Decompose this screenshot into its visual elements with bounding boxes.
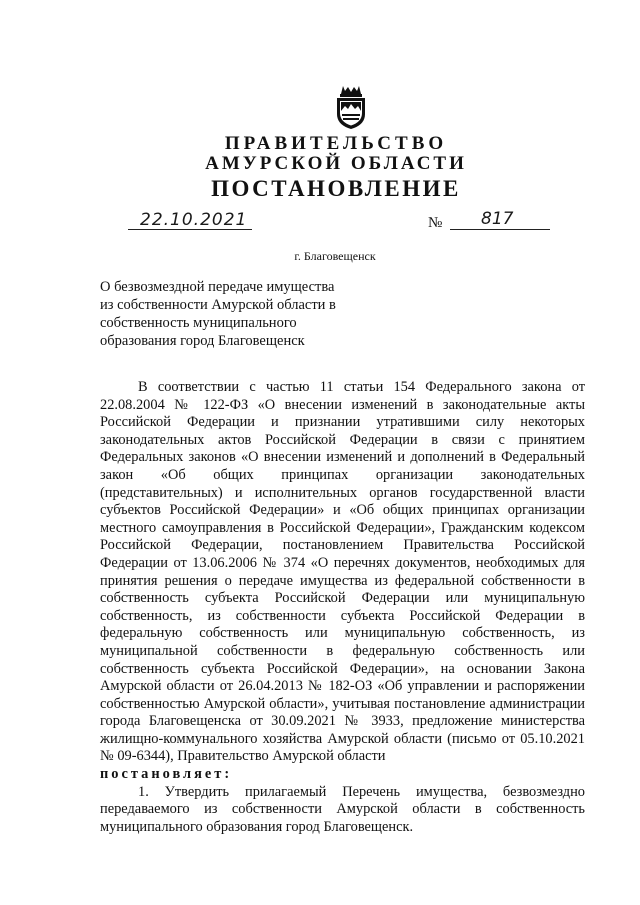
body-line: 22.08.2004 № 122-ФЗ «О внесении изменений в законодательные акты [100, 396, 585, 413]
government-name-line1: ПРАВИТЕЛЬСТВО [224, 133, 448, 154]
body-line: закон «Об общих принципах организации законодательных [100, 466, 585, 483]
decree-word: постановляет: [100, 766, 233, 783]
body-line: собственность, из собственности субъекта Российской Федерации в [100, 607, 585, 624]
body-line: субъектов Российской Федерации» и «Об общих принципах организации [100, 502, 585, 519]
body-line: местного самоуправления в Российской Федерации», Гражданским кодексом [100, 519, 585, 536]
body-line: Амурской области от 26.04.2013 № 182-ОЗ «Об управлении и распоряжении [100, 678, 585, 695]
body-line: муниципальной собственности в федеральную собственность или [100, 642, 585, 659]
body-line: жилищно-коммунального хозяйства Амурской области (письмо от 05.10.2021 [100, 730, 585, 747]
body-line: № 09-6344), Правительство Амурской области [100, 748, 386, 765]
document-date: 22.10.2021 [140, 210, 248, 230]
body-line: законодательных актов Российской Федерации в связи с принятием [100, 431, 585, 448]
body-line: Российской Федерации, постановлением Правительства Российской [100, 537, 585, 554]
body-line: собственность субъекта Российской Федерации», на основании Закона [100, 660, 585, 677]
subject-line: собственность муниципального [100, 315, 297, 331]
subject-line: образования город Благовещенск [100, 333, 305, 349]
document-subject [100, 278, 390, 350]
body-line: В соответствии с частью 11 статьи 154 Федерального закона от [138, 379, 585, 395]
body-line: Российской Федерации и признании утратившими силу некоторых [100, 414, 585, 431]
coat-of-arms-icon [331, 84, 371, 130]
subject-line: О безвозмездной передаче имущества [100, 279, 335, 295]
body-line: Федерации от 13.06.2006 № 374 «О перечнях документов, необходимых для [100, 554, 585, 571]
document-number: 817 [481, 209, 514, 229]
body-line: (представительных) и исполнительных органов государственной власти [100, 484, 585, 501]
city-name: г. Благовещенск [294, 249, 376, 263]
body-line: собственность субъекта Российской Федерации или муниципальную [100, 590, 585, 607]
body-line: федеральную собственность или муниципальную собственность, из [100, 625, 585, 642]
item-line: 1. Утвердить прилагаемый Перечень имущества, безвозмездно [138, 783, 585, 800]
item-line: передаваемого из собственности Амурской области в собственность [100, 801, 585, 818]
number-label: № [428, 215, 443, 231]
body-line: собственностью Амурской области», учитывая постановление администрации [100, 695, 585, 712]
date-underline [128, 229, 252, 230]
document-type-title: ПОСТАНОВЛЕНИЕ [211, 176, 461, 201]
body-line: города Благовещенска от 30.09.2021 № 3933, предложение министерства [100, 713, 585, 730]
number-underline [450, 229, 550, 230]
item-line: муниципального образования город Благовещенск. [100, 818, 414, 835]
government-name-line2: АМУРСКОЙ ОБЛАСТИ [205, 153, 467, 174]
subject-line: из собственности Амурской области в [100, 297, 336, 313]
body-line: Федеральных законов «О внесении изменений и дополнений в Федеральный [100, 449, 585, 466]
document-body [100, 379, 585, 836]
body-line: принятия решения о передаче имущества из федеральной собственности в [100, 572, 585, 589]
